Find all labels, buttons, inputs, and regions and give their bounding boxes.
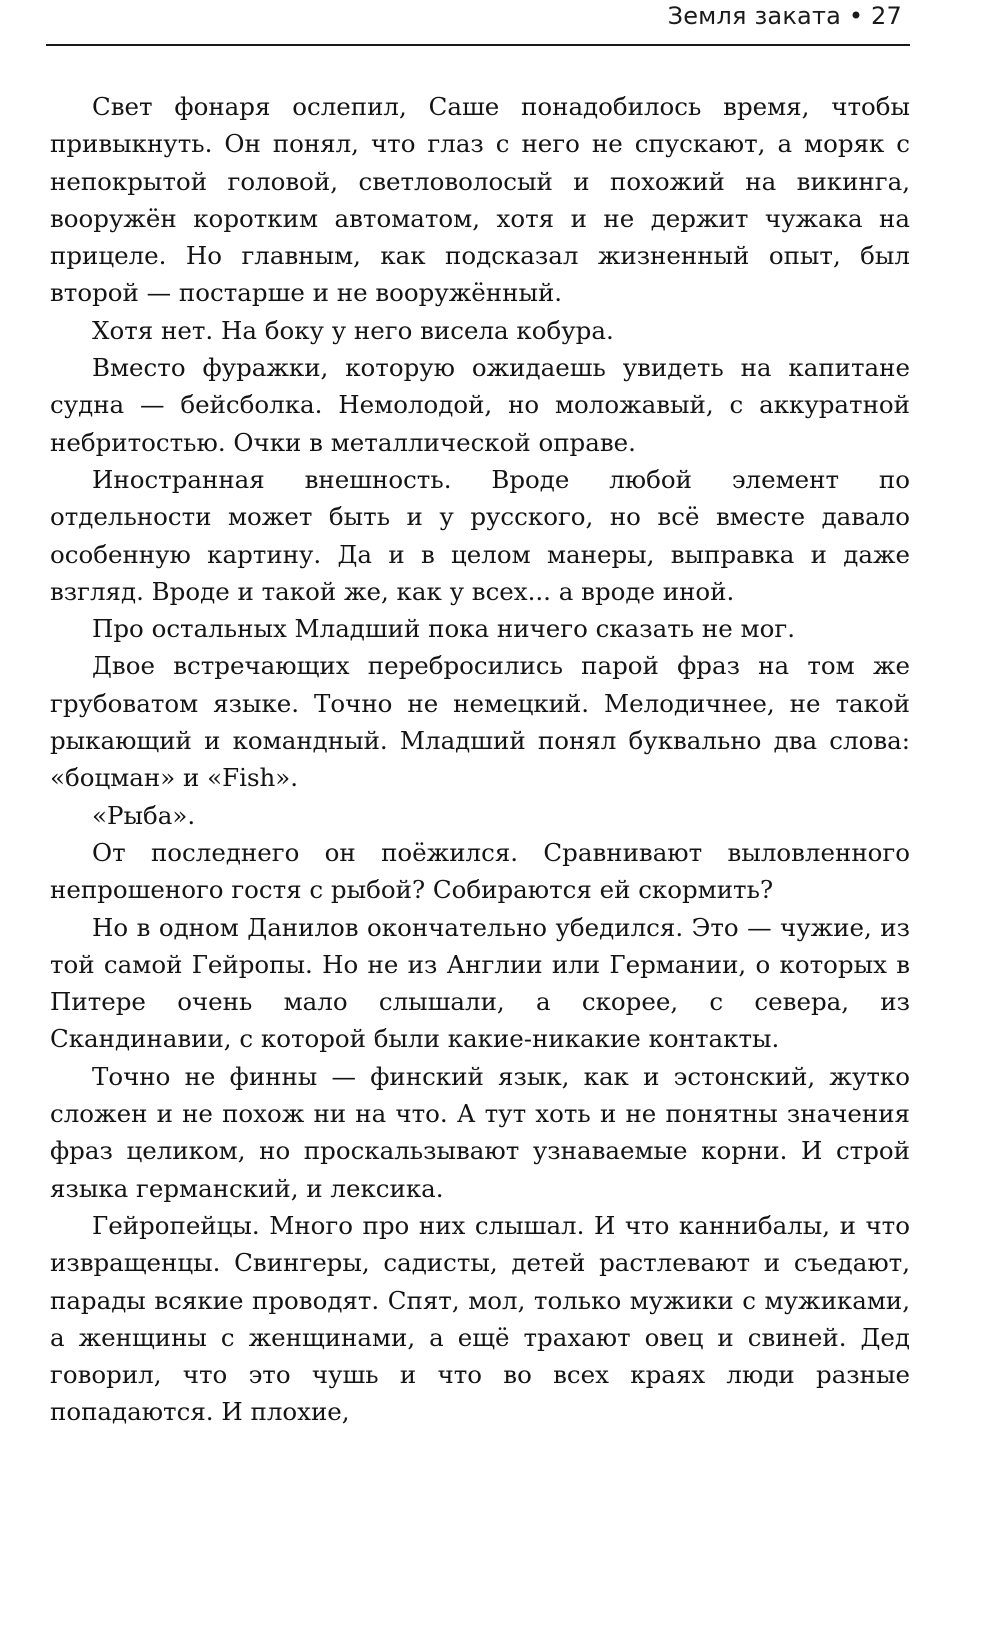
body-text (50, 88, 910, 1431)
running-header (46, 0, 910, 46)
paragraph: Про остальных Младший пока ничего сказать не мог. (92, 614, 795, 644)
running-title: Земля заката • 27 (667, 2, 902, 30)
paragraph: Гейропейцы. Много про них слышал. И что каннибалы, и что извращенцы. Свингеры, садисты, детей растлевают и съедают, парады всякие проводят. Спят, мол, только мужики с мужиками, а женщины с женщинами, а ещё трахают овец и свиней. Дед говорил, что это чушь и что во всех краях люди разные попадаются. И плохие, (50, 1210, 910, 1427)
paragraph: «Рыба». (92, 800, 196, 830)
paragraph: Хотя нет. На боку у него висела кобура. (92, 315, 614, 345)
paragraph: От последнего он поёжился. Сравнивают выловленного непрошеного гостя с рыбой? Собираются ей скормить? (50, 837, 910, 905)
paragraph: Свет фонаря ослепил, Саше понадобилось время, чтобы привыкнуть. Он понял, что глаз с него не спускают, а моряк с непокрытой головой, светловолосый и похожий на викинга, вооружён коротким автоматом, хотя и не держит чужака на прицеле. Но главным, как подсказал жизненный опыт, был второй — постарше и не вооружённый. (50, 92, 910, 308)
paragraph: Иностранная внешность. Вроде любой элемент по отдельности может быть и у русского, но всё вместе давало особенную картину. Да и в целом манеры, выправка и даже взгляд. Вроде и такой же, как у всех... а вроде иной. (50, 464, 910, 606)
paragraph: Но в одном Данилов окончательно убедился. Это — чужие, из той самой Гейропы. Но не из Англии или Германии, о которых в Питере очень мало слышали, а скорее, с севера, из Скандинавии, с которой были какие-никакие контакты. (50, 912, 910, 1054)
paragraph: Вместо фуражки, которую ожидаешь увидеть на капитане судна — бейсболка. Немолодой, но моложавый, с аккуратной небритостью. Очки в металлической оправе. (50, 353, 910, 457)
paragraph: Точно не финны — финский язык, как и эстонский, жутко сложен и не похож ни на что. А тут хоть и не понятны значения фраз целиком, но проскальзывают узнаваемые корни. И строй языка германский, и лексика. (50, 1061, 910, 1203)
paragraph: Двое встречающих перебросились парой фраз на том же грубоватом языке. Точно не немецкий. Мелодичнее, не такой рыкающий и командный. Младший понял буквально два слова: «боцман» и «Fish». (50, 651, 910, 793)
